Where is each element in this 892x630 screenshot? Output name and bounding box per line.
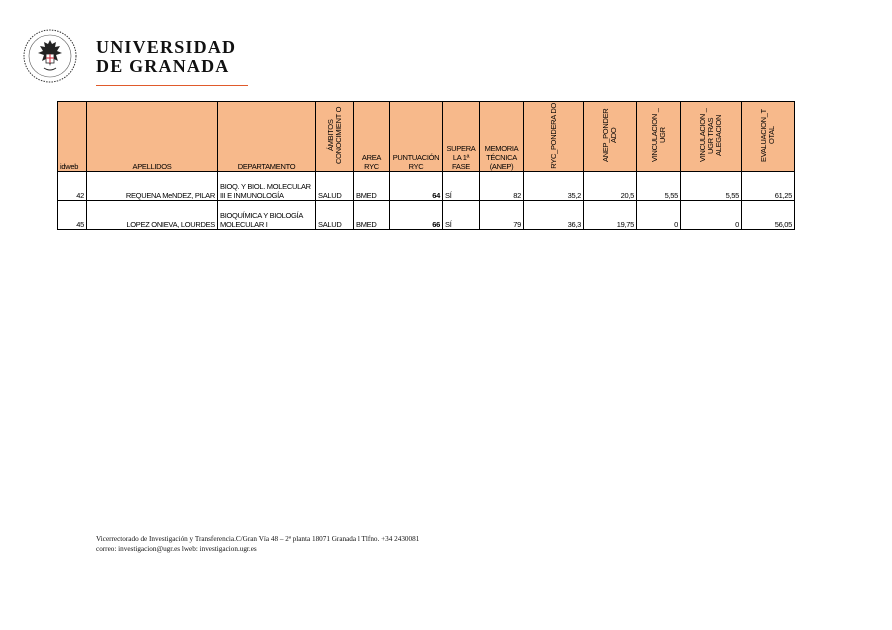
cell-evaluacion-total: 56,05 [742,201,795,230]
logo-line2: DE GRANADA [96,56,230,76]
col-header-idweb: idweb [58,102,87,172]
col-header-departamento: DEPARTAMENTO [218,102,316,172]
col-header-vinculacion-alegacion [681,102,742,172]
cell-area: BMED [354,172,390,201]
cell-departamento: BIOQ. Y BIOL. MOLECULAR III E INMUNOLOGÍA [218,172,316,201]
cell-puntuacion: 66 [390,201,443,230]
university-name [96,38,236,76]
cell-vinculacion-ugr: 5,55 [637,172,681,201]
footer-address: Vicerrectorado de Investigación y Transferencia.C/Gran Vía 48 – 2ª planta 18071 Granada l Tlfno. +34 2430081 [96,535,420,543]
col-header-supera: SUPERA LA 1ª FASE [443,102,480,172]
cell-vinculacion-ugr: 0 [637,201,681,230]
cell-memoria: 82 [480,172,524,201]
cell-departamento: BIOQUÍMICA Y BIOLOGÍA MOLECULAR I [218,201,316,230]
col-header-apellidos: APELLIDOS [87,102,218,172]
cell-supera: SÍ [443,201,480,230]
footer-contact: correo: investigacion@ugr.es lweb: investigacion.ugr.es [96,545,257,553]
cell-ambitos: SALUD [316,201,354,230]
col-header-ambitos-label: ÁMBITOS CONOCIMIENT O [325,106,343,165]
cell-anep-ponderado: 20,5 [584,172,637,201]
col-header-evaluacion-total-label: EVALUACION_T OTAL [759,109,776,162]
cell-supera: SÍ [443,172,480,201]
col-header-anep-ponderado [584,102,637,172]
university-logo [22,28,237,88]
cell-apellidos: LOPEZ ONIEVA, LOURDES [87,201,218,230]
col-header-puntuacion: PUNTUACIÓN RYC [390,102,443,172]
col-header-vinculacion-ugr-label: VINCULACION _ UGR [649,108,667,163]
university-crest-icon [22,28,78,84]
cell-idweb: 45 [58,201,87,230]
results-table [57,101,795,230]
cell-ryc-ponderado: 35,2 [524,172,584,201]
col-header-anep-ponderado-label: ANEP_PONDER ADO [601,108,618,163]
logo-divider [96,85,248,86]
cell-evaluacion-total: 61,25 [742,172,795,201]
cell-area: BMED [354,201,390,230]
cell-ryc-ponderado: 36,3 [524,201,584,230]
col-header-memoria: MEMORIA TÉCNICA (ANEP) [480,102,524,172]
col-header-evaluacion-total [742,102,795,172]
col-header-ambitos [316,102,354,172]
col-header-ryc-ponderado-label: RYC_PONDERA DO [548,103,558,169]
col-header-vinculacion-ugr [637,102,681,172]
table-row [58,172,795,201]
cell-vinculacion-alegacion: 0 [681,201,742,230]
cell-idweb: 42 [58,172,87,201]
cell-anep-ponderado: 19,75 [584,201,637,230]
logo-line1: UNIVERSIDAD [96,37,237,57]
col-header-vinculacion-alegacion-label: VINCULACION _ UGR TRAS ALEGACION [698,108,723,163]
page-footer [96,534,419,554]
table-header-row [58,102,795,172]
cell-puntuacion: 64 [390,172,443,201]
cell-ambitos: SALUD [316,172,354,201]
col-header-area: AREA RYC [354,102,390,172]
cell-apellidos: REQUENA MeNDEZ, PILAR [87,172,218,201]
cell-vinculacion-alegacion: 5,55 [681,172,742,201]
cell-memoria: 79 [480,201,524,230]
table-row [58,201,795,230]
col-header-ryc-ponderado [524,102,584,172]
